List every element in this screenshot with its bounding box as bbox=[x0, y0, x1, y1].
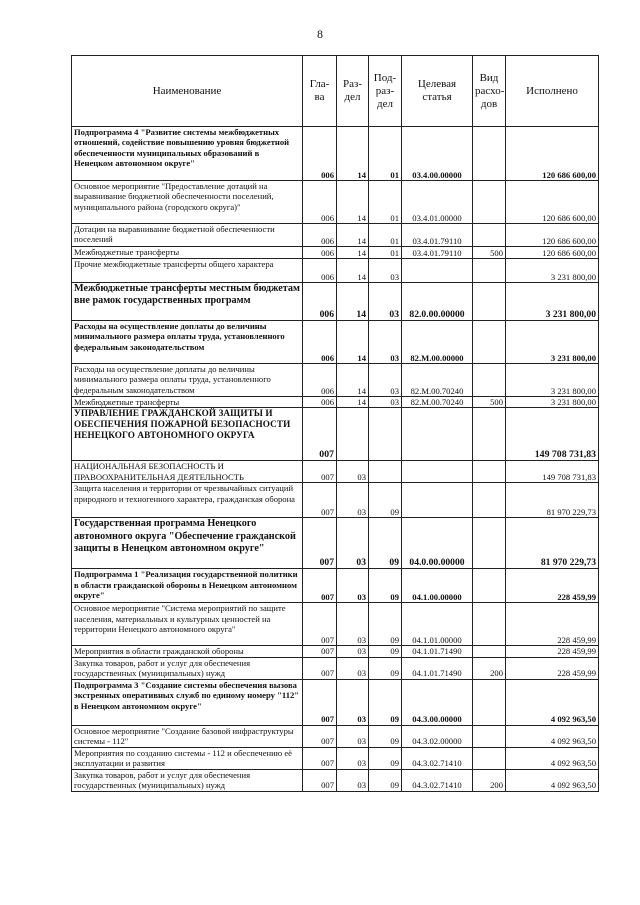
row-vid-rashodov bbox=[473, 646, 506, 657]
row-name: Расходы на осуществление доплаты до величины минимального размера оплаты труда, установленного федеральным законодательством bbox=[72, 321, 303, 364]
row-razdel: 14 bbox=[337, 321, 369, 364]
row-podrazdel: 09 bbox=[369, 657, 402, 679]
row-glava: 007 bbox=[303, 769, 337, 791]
row-razdel: 03 bbox=[337, 603, 369, 646]
row-podrazdel: 09 bbox=[369, 483, 402, 518]
table-row bbox=[72, 725, 599, 747]
table-row bbox=[72, 483, 599, 518]
table-row bbox=[72, 259, 599, 283]
table-row bbox=[72, 364, 599, 397]
row-glava: 007 bbox=[303, 603, 337, 646]
row-tselevaya-statya: 04.3.02.00000 bbox=[402, 725, 473, 747]
table-row bbox=[72, 181, 599, 224]
row-glava: 007 bbox=[303, 518, 337, 569]
row-razdel: 14 bbox=[337, 224, 369, 247]
row-glava: 007 bbox=[303, 646, 337, 657]
row-ispolneno: 4 092 963,50 bbox=[506, 769, 599, 791]
row-podrazdel: 03 bbox=[369, 397, 402, 408]
row-tselevaya-statya: 82.М.00.70240 bbox=[402, 397, 473, 408]
row-razdel: 03 bbox=[337, 747, 369, 769]
row-tselevaya-statya: 03.4.01.00000 bbox=[402, 181, 473, 224]
row-ispolneno: 120 686 600,00 bbox=[506, 224, 599, 247]
row-vid-rashodov bbox=[473, 283, 506, 321]
row-tselevaya-statya: 03.4.01.79110 bbox=[402, 247, 473, 259]
row-name: Прочие межбюджетные трансферты общего характера bbox=[72, 259, 303, 283]
row-podrazdel: 09 bbox=[369, 603, 402, 646]
row-vid-rashodov bbox=[473, 181, 506, 224]
row-razdel: 03 bbox=[337, 769, 369, 791]
row-vid-rashodov bbox=[473, 747, 506, 769]
row-ispolneno: 149 708 731,83 bbox=[506, 408, 599, 461]
row-glava: 007 bbox=[303, 408, 337, 461]
row-razdel: 14 bbox=[337, 259, 369, 283]
row-razdel: 14 bbox=[337, 181, 369, 224]
table-row bbox=[72, 518, 599, 569]
table-row bbox=[72, 247, 599, 259]
row-ispolneno: 120 686 600,00 bbox=[506, 127, 599, 181]
row-razdel: 03 bbox=[337, 646, 369, 657]
row-podrazdel: 03 bbox=[369, 259, 402, 283]
row-vid-rashodov: 200 bbox=[473, 657, 506, 679]
table-row bbox=[72, 127, 599, 181]
row-name: Закупка товаров, работ и услуг для обеспечения государственных (муниципальных) нужд bbox=[72, 769, 303, 791]
row-tselevaya-statya bbox=[402, 259, 473, 283]
row-name: Межбюджетные трансферты bbox=[72, 397, 303, 408]
row-ispolneno: 228 459,99 bbox=[506, 646, 599, 657]
row-ispolneno: 228 459,99 bbox=[506, 603, 599, 646]
row-ispolneno: 228 459,99 bbox=[506, 657, 599, 679]
row-glava: 007 bbox=[303, 725, 337, 747]
row-razdel: 03 bbox=[337, 679, 369, 725]
row-podrazdel: 09 bbox=[369, 725, 402, 747]
row-glava: 006 bbox=[303, 224, 337, 247]
row-vid-rashodov bbox=[473, 725, 506, 747]
row-tselevaya-statya: 04.3.02.71410 bbox=[402, 747, 473, 769]
row-vid-rashodov: 200 bbox=[473, 769, 506, 791]
row-glava: 006 bbox=[303, 283, 337, 321]
header-glava: Гла- ва bbox=[303, 56, 337, 127]
table-row bbox=[72, 397, 599, 408]
row-name: Защита населения и территории от чрезвычайных ситуаций природного и техногенного характера, гражданская оборона bbox=[72, 483, 303, 518]
row-podrazdel: 01 bbox=[369, 224, 402, 247]
table-row bbox=[72, 321, 599, 364]
row-razdel: 14 bbox=[337, 127, 369, 181]
row-ispolneno: 81 970 229,73 bbox=[506, 483, 599, 518]
row-ispolneno: 3 231 800,00 bbox=[506, 283, 599, 321]
row-name: Основное мероприятие "Предоставление дотаций на выравнивание бюджетной обеспеченности поселений, муниципального района (городского округа)" bbox=[72, 181, 303, 224]
row-name: Мероприятия по созданию системы - 112 и обеспечению её эксплуатации и развития bbox=[72, 747, 303, 769]
row-name: Основное мероприятие "Система мероприятий по защите населения, материальных и культурных ценностей на территории Ненецкого автономного округа" bbox=[72, 603, 303, 646]
row-ispolneno: 149 708 731,83 bbox=[506, 461, 599, 483]
row-tselevaya-statya: 04.1.00.00000 bbox=[402, 569, 473, 603]
row-razdel: 03 bbox=[337, 657, 369, 679]
row-vid-rashodov bbox=[473, 483, 506, 518]
row-tselevaya-statya: 04.1.01.00000 bbox=[402, 603, 473, 646]
row-tselevaya-statya: 82.М.00.70240 bbox=[402, 364, 473, 397]
row-podrazdel: 03 bbox=[369, 321, 402, 364]
row-ispolneno: 4 092 963,50 bbox=[506, 679, 599, 725]
row-vid-rashodov bbox=[473, 679, 506, 725]
row-ispolneno: 3 231 800,00 bbox=[506, 321, 599, 364]
page-number: 8 bbox=[317, 27, 323, 41]
row-tselevaya-statya: 04.1.01.71490 bbox=[402, 657, 473, 679]
table-row bbox=[72, 569, 599, 603]
row-glava: 007 bbox=[303, 747, 337, 769]
table-row bbox=[72, 646, 599, 657]
row-podrazdel: 09 bbox=[369, 646, 402, 657]
header-name: Наименование bbox=[72, 56, 303, 127]
row-podrazdel: 01 bbox=[369, 181, 402, 224]
table-body bbox=[72, 127, 599, 792]
row-vid-rashodov bbox=[473, 569, 506, 603]
row-name: Закупка товаров, работ и услуг для обеспечения государственных (муниципальных) нужд bbox=[72, 657, 303, 679]
row-ispolneno: 120 686 600,00 bbox=[506, 247, 599, 259]
row-name: Межбюджетные трансферты bbox=[72, 247, 303, 259]
row-glava: 007 bbox=[303, 657, 337, 679]
row-podrazdel: 09 bbox=[369, 569, 402, 603]
row-ispolneno: 4 092 963,50 bbox=[506, 747, 599, 769]
header-razdel: Раз- дел bbox=[337, 56, 369, 127]
row-razdel: 03 bbox=[337, 518, 369, 569]
row-name: НАЦИОНАЛЬНАЯ БЕЗОПАСНОСТЬ И ПРАВООХРАНИТЕЛЬНАЯ ДЕЯТЕЛЬНОСТЬ bbox=[72, 461, 303, 483]
table-row bbox=[72, 224, 599, 247]
row-ispolneno: 3 231 800,00 bbox=[506, 259, 599, 283]
row-glava: 007 bbox=[303, 461, 337, 483]
header-tselevaya-statya: Целевая статья bbox=[402, 56, 473, 127]
row-vid-rashodov bbox=[473, 127, 506, 181]
row-razdel: 03 bbox=[337, 725, 369, 747]
table-row bbox=[72, 679, 599, 725]
row-podrazdel: 03 bbox=[369, 283, 402, 321]
row-vid-rashodov: 500 bbox=[473, 397, 506, 408]
row-razdel bbox=[337, 408, 369, 461]
row-glava: 007 bbox=[303, 679, 337, 725]
row-vid-rashodov bbox=[473, 408, 506, 461]
table-row bbox=[72, 408, 599, 461]
row-name: Государственная программа Ненецкого автономного округа "Обеспечение гражданской защиты в Ненецком автономном округе" bbox=[72, 518, 303, 569]
row-tselevaya-statya bbox=[402, 408, 473, 461]
row-tselevaya-statya: 04.0.00.00000 bbox=[402, 518, 473, 569]
row-podrazdel: 03 bbox=[369, 364, 402, 397]
table-row bbox=[72, 283, 599, 321]
row-glava: 006 bbox=[303, 364, 337, 397]
row-vid-rashodov bbox=[473, 518, 506, 569]
row-tselevaya-statya: 03.4.00.00000 bbox=[402, 127, 473, 181]
row-glava: 006 bbox=[303, 247, 337, 259]
row-razdel: 03 bbox=[337, 461, 369, 483]
row-tselevaya-statya: 04.3.02.71410 bbox=[402, 769, 473, 791]
row-vid-rashodov bbox=[473, 259, 506, 283]
header-vid-rashodov: Вид расхо- дов bbox=[473, 56, 506, 127]
row-glava: 006 bbox=[303, 127, 337, 181]
row-tselevaya-statya bbox=[402, 483, 473, 518]
row-podrazdel: 01 bbox=[369, 247, 402, 259]
row-razdel: 03 bbox=[337, 569, 369, 603]
row-glava: 006 bbox=[303, 397, 337, 408]
row-razdel: 14 bbox=[337, 283, 369, 321]
row-glava: 006 bbox=[303, 181, 337, 224]
row-podrazdel: 09 bbox=[369, 769, 402, 791]
row-name: Дотации на выравнивание бюджетной обеспеченности поселений bbox=[72, 224, 303, 247]
row-name: Подпрограмма 4 "Развитие системы межбюджетных отношений, содействие повышению уровня бюджетной обеспеченности муниципальных образований в Ненецком автономном округе" bbox=[72, 127, 303, 181]
row-glava: 006 bbox=[303, 321, 337, 364]
row-name: Мероприятия в области гражданской обороны bbox=[72, 646, 303, 657]
row-ispolneno: 228 459,99 bbox=[506, 569, 599, 603]
table-row bbox=[72, 747, 599, 769]
row-tselevaya-statya: 04.1.01.71490 bbox=[402, 646, 473, 657]
row-name: Межбюджетные трансферты местным бюджетам вне рамок государственных программ bbox=[72, 283, 303, 321]
row-vid-rashodov bbox=[473, 603, 506, 646]
table-header bbox=[72, 56, 599, 127]
row-name: УПРАВЛЕНИЕ ГРАЖДАНСКОЙ ЗАЩИТЫ И ОБЕСПЕЧЕНИЯ ПОЖАРНОЙ БЕЗОПАСНОСТИ НЕНЕЦКОГО АВТОНОМНОГО ОКРУГА bbox=[72, 408, 303, 461]
row-vid-rashodov bbox=[473, 321, 506, 364]
header-ispolneno: Исполнено bbox=[506, 56, 599, 127]
budget-execution-table bbox=[71, 55, 599, 792]
row-glava: 007 bbox=[303, 483, 337, 518]
row-name: Подпрограмма 3 "Создание системы обеспечения вызова экстренных оперативных служб по единому номеру "112" в Ненецком автономном округе" bbox=[72, 679, 303, 725]
row-ispolneno: 81 970 229,73 bbox=[506, 518, 599, 569]
table-row bbox=[72, 603, 599, 646]
row-tselevaya-statya: 03.4.01.79110 bbox=[402, 224, 473, 247]
row-podrazdel: 01 bbox=[369, 127, 402, 181]
row-ispolneno: 3 231 800,00 bbox=[506, 397, 599, 408]
row-vid-rashodov bbox=[473, 461, 506, 483]
row-ispolneno: 3 231 800,00 bbox=[506, 364, 599, 397]
table-row bbox=[72, 769, 599, 791]
row-podrazdel: 09 bbox=[369, 679, 402, 725]
header-podrazdel: Под- раз- дел bbox=[369, 56, 402, 127]
row-name: Основное мероприятие "Создание базовой инфраструктуры системы - 112" bbox=[72, 725, 303, 747]
row-ispolneno: 120 686 600,00 bbox=[506, 181, 599, 224]
table-row bbox=[72, 461, 599, 483]
row-vid-rashodov bbox=[473, 224, 506, 247]
row-tselevaya-statya: 82.0.00.00000 bbox=[402, 283, 473, 321]
row-glava: 006 bbox=[303, 259, 337, 283]
row-name: Расходы на осуществление доплаты до величины минимального размера оплаты труда, установленного федеральным законодательством bbox=[72, 364, 303, 397]
row-tselevaya-statya: 04.3.00.00000 bbox=[402, 679, 473, 725]
row-tselevaya-statya: 82.М.00.00000 bbox=[402, 321, 473, 364]
row-vid-rashodov bbox=[473, 364, 506, 397]
row-vid-rashodov: 500 bbox=[473, 247, 506, 259]
row-ispolneno: 4 092 963,50 bbox=[506, 725, 599, 747]
row-razdel: 14 bbox=[337, 247, 369, 259]
row-name: Подпрограмма 1 "Реализация государственной политики в области гражданской обороны в Ненецком автономном округе" bbox=[72, 569, 303, 603]
row-razdel: 14 bbox=[337, 397, 369, 408]
row-podrazdel: 09 bbox=[369, 747, 402, 769]
row-razdel: 14 bbox=[337, 364, 369, 397]
row-podrazdel bbox=[369, 408, 402, 461]
row-tselevaya-statya bbox=[402, 461, 473, 483]
row-razdel: 03 bbox=[337, 483, 369, 518]
row-podrazdel bbox=[369, 461, 402, 483]
row-glava: 007 bbox=[303, 569, 337, 603]
row-podrazdel: 09 bbox=[369, 518, 402, 569]
table-row bbox=[72, 657, 599, 679]
